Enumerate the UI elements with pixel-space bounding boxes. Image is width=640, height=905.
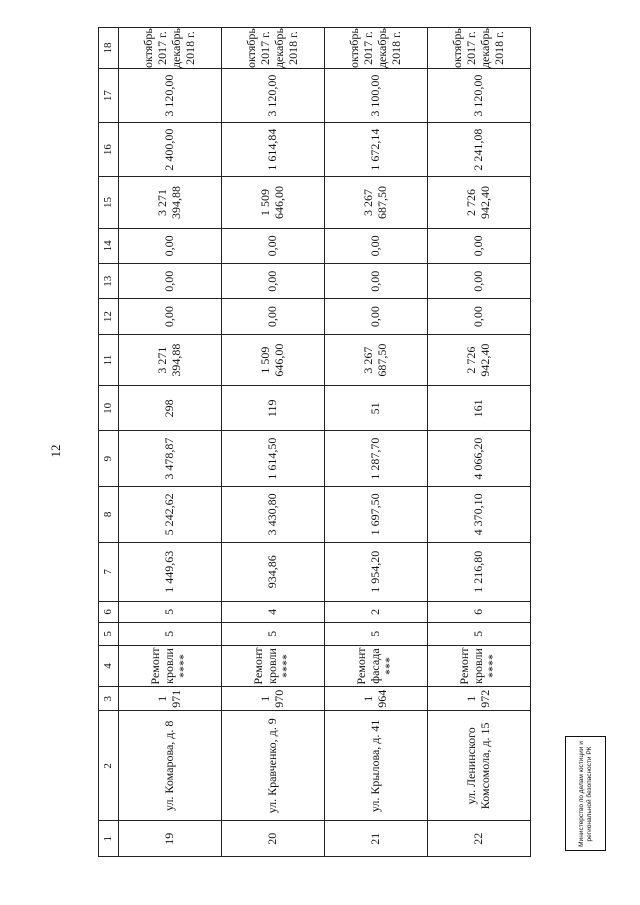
build-year-cell: 1 972	[428, 687, 531, 711]
period-cell: октябрь 2017 г. декабрь 2018 г.	[428, 28, 531, 69]
table-cell: 0,00	[428, 299, 531, 334]
table-cell: 1 614,84	[222, 123, 325, 177]
table-cell: 119	[222, 386, 325, 431]
table-cell: 0,00	[325, 299, 428, 334]
table-cell: 3 267 687,50	[325, 177, 428, 229]
table-row	[119, 28, 222, 857]
table-cell: 1 614,50	[222, 431, 325, 487]
table-cell: 934,86	[222, 542, 325, 601]
period-cell: октябрь 2017 г. декабрь 2018 г.	[222, 28, 325, 69]
row-number-cell: 21	[325, 821, 428, 857]
column-header: 15	[99, 177, 119, 229]
address-cell: ул. Ленинского Комсомола, д. 15	[428, 711, 531, 821]
table-cell: 1 509 646,00	[222, 334, 325, 386]
column-header: 9	[99, 431, 119, 487]
build-year-cell: 1 971	[119, 687, 222, 711]
work-type-cell: Ремонт кровли ****	[119, 645, 222, 686]
data-table	[98, 27, 531, 857]
table-cell: 4 066,20	[428, 431, 531, 487]
build-year-cell: 1 970	[222, 687, 325, 711]
column-header: 16	[99, 123, 119, 177]
table-cell: 4 370,10	[428, 486, 531, 542]
table-row	[325, 28, 428, 857]
table-cell: 2 400,00	[119, 123, 222, 177]
table-cell: 0,00	[428, 264, 531, 299]
table-cell: 0,00	[325, 264, 428, 299]
table-cell: 1 954,20	[325, 542, 428, 601]
row-number-cell: 19	[119, 821, 222, 857]
table-cell: 0,00	[119, 264, 222, 299]
table-row	[428, 28, 531, 857]
table-cell: 5	[119, 601, 222, 622]
column-header: 11	[99, 334, 119, 386]
table-cell: 1 672,14	[325, 123, 428, 177]
table-cell: 5	[428, 622, 531, 645]
table-cell: 0,00	[119, 228, 222, 263]
ministry-stamp	[565, 736, 606, 851]
stamp-text: Министерство по делам юстиции и региональной безопасности РК	[577, 740, 593, 847]
table-cell: 2 726 942,40	[428, 334, 531, 386]
table-cell: 1 509 646,00	[222, 177, 325, 229]
table-cell: 5	[119, 622, 222, 645]
table-cell: 4	[222, 601, 325, 622]
table-cell: 3 120,00	[222, 69, 325, 123]
table-cell: 6	[428, 601, 531, 622]
work-type-cell: Ремонт кровли ****	[428, 645, 531, 686]
table-cell: 3 271 394,88	[119, 177, 222, 229]
table-cell: 0,00	[222, 228, 325, 263]
period-cell: октябрь 2017 г. декабрь 2018 г.	[325, 28, 428, 69]
column-header: 10	[99, 386, 119, 431]
column-header: 5	[99, 622, 119, 645]
table-cell: 3 100,00	[325, 69, 428, 123]
table-row	[222, 28, 325, 857]
column-header: 7	[99, 542, 119, 601]
address-cell: ул. Комарова, д. 8	[119, 711, 222, 821]
table-cell: 3 271 394,88	[119, 334, 222, 386]
column-header: 14	[99, 228, 119, 263]
table-cell: 3 267 687,50	[325, 334, 428, 386]
table-cell: 1 216,80	[428, 542, 531, 601]
table-cell: 3 120,00	[428, 69, 531, 123]
table-cell: 0,00	[222, 264, 325, 299]
column-header: 4	[99, 645, 119, 686]
table-cell: 0,00	[428, 228, 531, 263]
table-cell: 161	[428, 386, 531, 431]
build-year-cell: 1 964	[325, 687, 428, 711]
column-header: 3	[99, 687, 119, 711]
column-header: 12	[99, 299, 119, 334]
table-cell: 2	[325, 601, 428, 622]
table-cell: 0,00	[325, 228, 428, 263]
work-type-cell: Ремонт кровли ****	[222, 645, 325, 686]
data-table-wrapper	[98, 27, 531, 857]
row-number-cell: 20	[222, 821, 325, 857]
column-header: 8	[99, 486, 119, 542]
work-type-cell: Ремонт фасада ***	[325, 645, 428, 686]
table-cell: 1 697,50	[325, 486, 428, 542]
period-cell: октябрь 2017 г. декабрь 2018 г.	[119, 28, 222, 69]
column-header: 17	[99, 69, 119, 123]
table-cell: 3 430,80	[222, 486, 325, 542]
address-cell: ул. Кравченко, д. 9	[222, 711, 325, 821]
table-cell: 2 726 942,40	[428, 177, 531, 229]
table-cell: 5 242,62	[119, 486, 222, 542]
table-cell: 3 478,87	[119, 431, 222, 487]
table-cell: 298	[119, 386, 222, 431]
table-cell: 5	[325, 622, 428, 645]
table-cell: 0,00	[222, 299, 325, 334]
column-header: 1	[99, 821, 119, 857]
row-number-cell: 22	[428, 821, 531, 857]
column-header: 18	[99, 28, 119, 69]
table-cell: 3 120,00	[119, 69, 222, 123]
table-cell: 51	[325, 386, 428, 431]
column-header: 6	[99, 601, 119, 622]
column-header-row	[99, 28, 119, 857]
column-header: 2	[99, 711, 119, 821]
page-number: 12	[48, 444, 63, 458]
table-cell: 1 287,70	[325, 431, 428, 487]
table-cell: 2 241,08	[428, 123, 531, 177]
column-header: 13	[99, 264, 119, 299]
address-cell: ул. Крылова, д. 41	[325, 711, 428, 821]
table-cell: 5	[222, 622, 325, 645]
table-cell: 1 449,63	[119, 542, 222, 601]
table-cell: 0,00	[119, 299, 222, 334]
